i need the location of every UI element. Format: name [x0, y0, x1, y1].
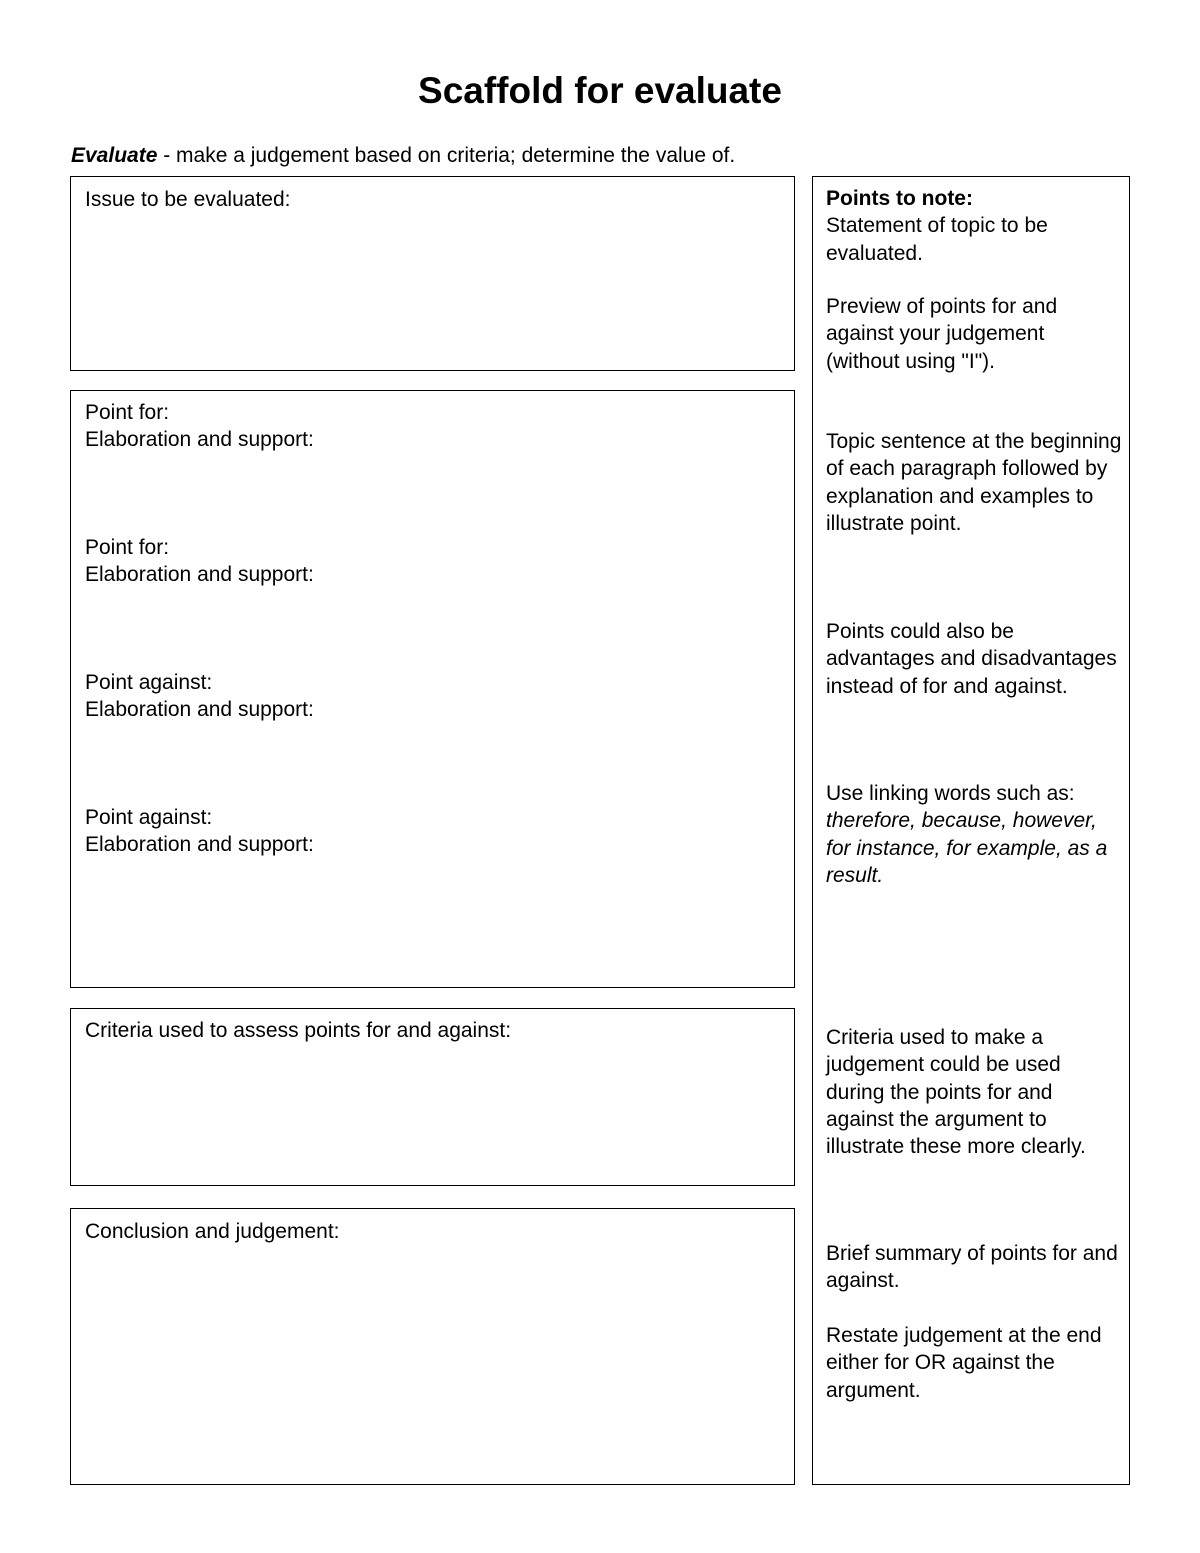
point-group — [85, 534, 314, 588]
conclusion-box[interactable] — [70, 1208, 795, 1485]
note-restate — [826, 1322, 1122, 1404]
note-text: Statement of topic to be evaluated. — [826, 214, 1048, 265]
note-examples: therefore, because, however, for instance, for example, as a result. — [826, 809, 1108, 887]
point-group — [85, 669, 314, 723]
point-label: Point against: — [85, 806, 213, 829]
conclusion-label: Conclusion and judgement: — [85, 1220, 340, 1243]
note-topic-sentence — [826, 428, 1122, 537]
page-title: Scaffold for evaluate — [418, 70, 782, 111]
note-text: Restate judgement at the end either for OR against the argument. — [826, 1324, 1102, 1402]
note-text: Preview of points for and against your judgement (without using "I"). — [826, 295, 1058, 373]
elaboration-label: Elaboration and support: — [85, 563, 314, 586]
note-advantages — [826, 618, 1122, 700]
note-text: Points could also be advantages and disadvantages instead of for and against. — [826, 620, 1117, 698]
elaboration-label: Elaboration and support: — [85, 698, 314, 721]
definition-text: - make a judgement based on criteria; determine the value of. — [157, 144, 736, 167]
note-criteria — [826, 1024, 1122, 1160]
note-text: Topic sentence at the beginning of each paragraph followed by explanation and examples to illustrate point. — [826, 430, 1122, 535]
point-group — [85, 399, 314, 453]
points-box[interactable] — [70, 390, 795, 988]
note-summary — [826, 1240, 1122, 1295]
notes-panel — [812, 176, 1130, 1485]
criteria-box[interactable] — [70, 1008, 795, 1186]
point-label: Point for: — [85, 401, 170, 424]
note-text: Brief summary of points for and against. — [826, 1242, 1118, 1293]
criteria-label: Criteria used to assess points for and against: — [85, 1019, 512, 1042]
elaboration-label: Elaboration and support: — [85, 833, 314, 856]
note-preview — [826, 293, 1122, 375]
elaboration-label: Elaboration and support: — [85, 428, 314, 451]
issue-box[interactable] — [70, 176, 795, 371]
notes-heading: Points to note: — [826, 187, 973, 210]
point-group — [85, 804, 314, 858]
issue-label: Issue to be evaluated: — [85, 188, 291, 211]
note-intro — [826, 185, 1122, 267]
point-label: Point for: — [85, 536, 170, 559]
definition — [71, 144, 735, 168]
definition-term: Evaluate — [71, 144, 158, 167]
point-label: Point against: — [85, 671, 213, 694]
note-text: Criteria used to make a judgement could be used during the points for and against the argument to illustrate these more clearly. — [826, 1026, 1086, 1159]
note-text: Use linking words such as: — [826, 782, 1075, 805]
note-linking-words — [826, 780, 1122, 889]
